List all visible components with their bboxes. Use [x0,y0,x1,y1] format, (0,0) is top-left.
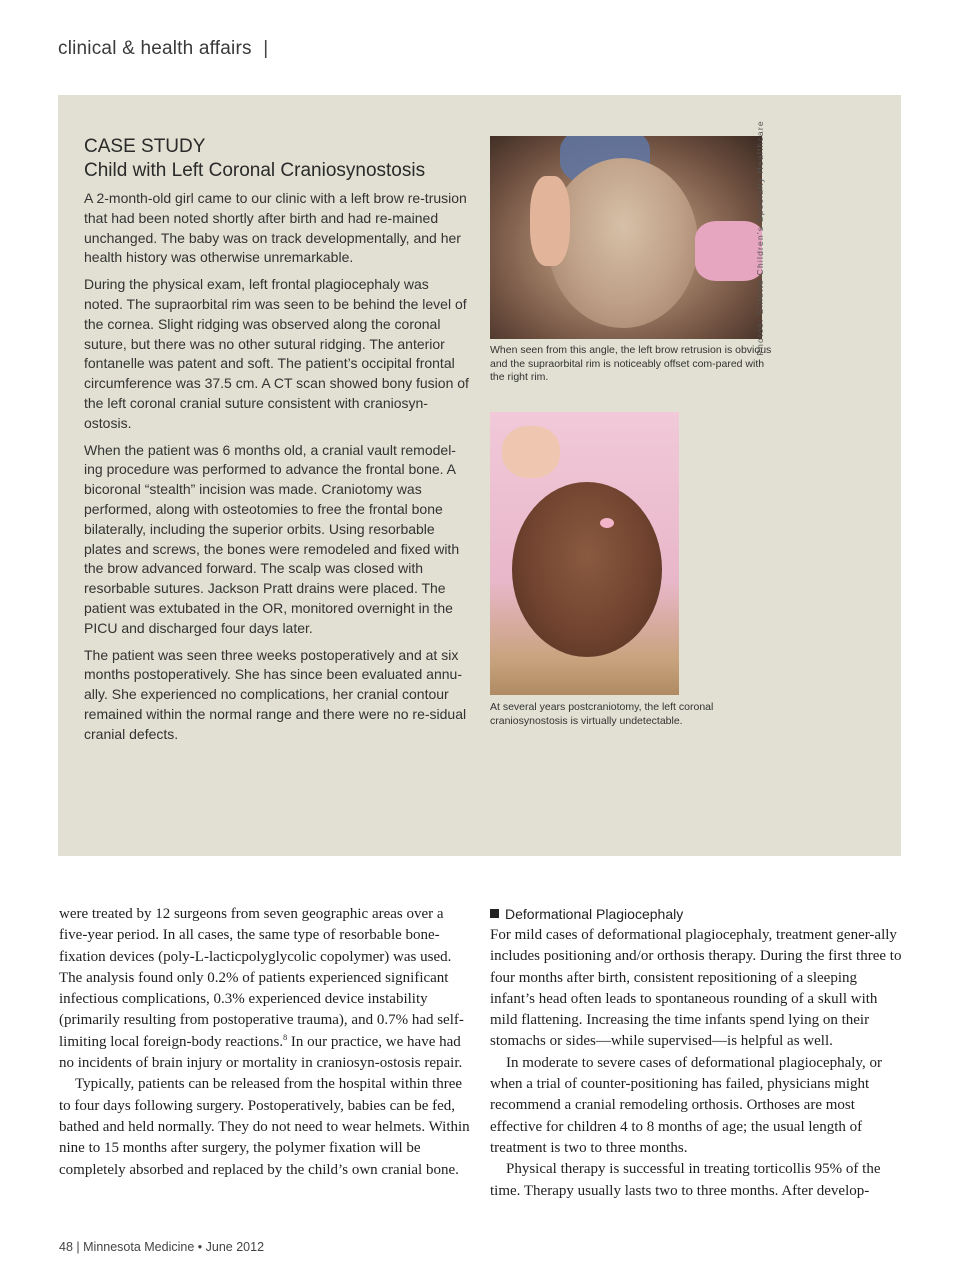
section-header [58,38,268,60]
photo-credit-text: Photos: Gillette Children’s Specialty Healthcare [755,119,765,356]
photo-hand [530,176,570,266]
square-bullet-icon [490,909,499,918]
section-heading-text: Deformational Plagiocephaly [505,906,684,922]
photo-hand [502,426,560,478]
case-study-body [84,189,470,752]
case-paragraph: During the physical exam, left frontal plagiocephaly was noted. The supraorbital rim was seen to be behind the level of the cornea. Slight ridging was observed along the coronal suture, but there was no other sutural ridging. The anterior fontanelle was patent and soft. The patient’s occipital frontal circumference was 37.5 cm. A CT scan showed bony fusion of the left coronal cranial suture consistent with craniosyn-ostosis. [84,276,469,431]
page-number: 48 [59,1240,73,1254]
case-study-heading [84,135,425,183]
issue-date: June 2012 [205,1240,265,1254]
photo-caption-2: At several years postcraniotomy, the left coronal craniosynostosis is virtually undetectable. [490,701,714,727]
photo-hair-clip [600,518,614,528]
infant-preop-photo [490,136,762,339]
body-paragraph [59,904,471,1074]
case-paragraph: The patient was seen three weeks postoperatively and at six months postoperatively. She has since been evaluated annu-ally. She experienced no complications, her cranial contour remained within the normal range and there were no re-sidual cranial defects. [84,646,467,742]
body-paragraph: For mild cases of deformational plagiocephaly, treatment gener-ally includes positioning and/or orthosis therapy. During the first three to four months after birth, consistent repositioning of a sleeping infant’s head often leads to spontaneous rounding of a skull with mild flattening. Increasing the time infants spend lying on their stomachs or sides—while supervised—is helpful as well. [490,927,902,1050]
body-paragraph: Typically, patients can be released from the hospital within three to four days following surgery. Postoperatively, babies can be fed, bathed and held normally. They do not need to wear helmets. Within nine to 15 months after surgery, the polymer fixation will be completely absorbed and replaced by the child’s own cranial bone. [59,1076,470,1178]
photo-infant-head [548,158,698,328]
left-column [59,904,471,1181]
footer-bullet: • [197,1240,203,1254]
body-text: In our practice, we have had no incidents of brain injury or mortality in craniosyn-ostosis repair. [59,1033,463,1072]
body-paragraph: In moderate to severe cases of deformational plagiocephaly, or when a trial of counter-positioning has failed, physicians might recommend a cranial remodeling orthosis. Orthoses are most effective for children 4 to 8 months of age; the usual length of treatment is two to three months. [490,1054,882,1156]
case-study-label: CASE STUDY [84,136,206,157]
photo-child-head [512,482,662,657]
body-paragraph: Physical therapy is successful in treating torticollis 95% of the time. Therapy usually lasts two to three months. After develop- [490,1161,881,1199]
page-footer [59,1240,264,1254]
footer-separator: | [76,1240,80,1254]
case-study-box [58,95,901,856]
case-paragraph: When the patient was 6 months old, a cranial vault remodel-ing procedure was performed to advance the frontal bone. A bicoronal “stealth” incision was made. Craniotomy was performed, along with osteotomies to free the frontal bone bilaterally, including the superior orbits. Using resorbable plates and screws, the bones were remodeled and fixed with the brow advanced forward. The scalp was closed with resorbable sutures. Jackson Pratt drains were placed. The patient was extubated in the OR, monitored overnight in the PICU and discharged four days later. [84,441,460,636]
photo-caption-1: When seen from this angle, the left brow retrusion is obvious and the supraorbital rim is noticeably offset com-pared with the right rim. [490,344,772,384]
case-study-title: Child with Left Coronal Craniosynostosis [84,160,426,181]
photo-credit [753,119,767,356]
section-heading [490,904,902,925]
reference-number[interactable]: 8 [283,1032,288,1042]
case-paragraph: A 2-month-old girl came to our clinic with a left brow re-trusion that had been noted shortly after birth and had re-mained unchanged. The baby was on track developmentally, and her health history was otherwise unremarkable. [84,190,467,266]
body-text: were treated by 12 surgeons from seven geographic areas over a five-year period. In all cases, the same type of resorbable bone-fixation devices (poly-L-lacticpolyglycolic copolymer) was used. The analysis found only 0.2% of patients experienced significant infectious complications, 0.3% experienced device instability (primarily resulting from postoperative trauma), and 0.7% had self-limiting local foreign-body reactions. [59,906,464,1050]
header-separator: | [263,38,269,59]
right-column [490,904,902,1202]
section-label: clinical & health affairs [58,38,252,59]
photo-pink-sleeve [695,221,762,281]
child-postop-photo [490,412,679,695]
journal-name: Minnesota Medicine [83,1240,195,1254]
